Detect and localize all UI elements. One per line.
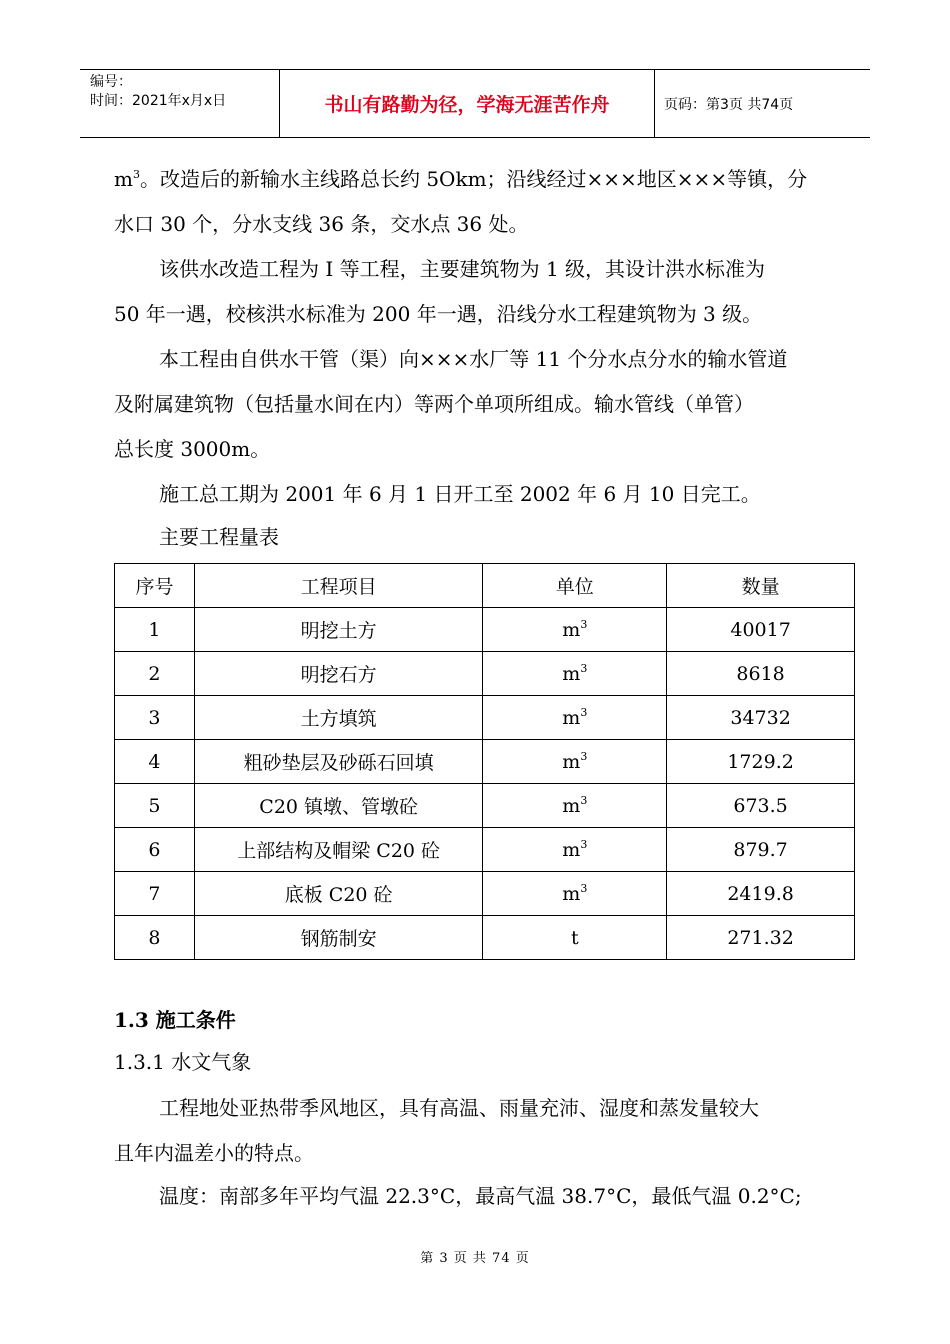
row-quantity: 1729.2 xyxy=(667,740,855,784)
paragraph-5-line-1: 工程地处亚热带季风地区，具有高温、雨量充沛、湿度和蒸发量较大 xyxy=(159,1096,759,1120)
table-header-cell: 工程项目 xyxy=(194,564,483,608)
row-quantity: 40017 xyxy=(667,608,855,652)
row-item: 上部结构及帽梁 C20 砼 xyxy=(194,828,483,872)
paragraph-2-line-2: 50 年一遇，校核洪水标准为 200 年一遇，沿线分水工程建筑物为 3 级。 xyxy=(114,302,763,326)
subsection-heading: 1.3.1 水文气象 xyxy=(114,1050,252,1074)
row-quantity: 271.32 xyxy=(667,916,855,960)
table-row xyxy=(115,652,855,696)
paragraph-4: 施工总工期为 2001 年 6 月 1 日开工至 2002 年 6 月 10 日完工。 xyxy=(159,482,761,506)
table-row xyxy=(115,696,855,740)
table-row xyxy=(115,740,855,784)
row-unit: $m^3$ xyxy=(483,740,667,784)
row-number: 8 xyxy=(115,916,195,960)
row-quantity: 2419.8 xyxy=(667,872,855,916)
row-quantity: 673.5 xyxy=(667,784,855,828)
row-unit: $m^3$ xyxy=(483,696,667,740)
page-footer: 第 3 页 共 74 页 xyxy=(420,1251,530,1266)
row-unit: t xyxy=(483,916,667,960)
table-row xyxy=(115,872,855,916)
paragraph-3-line-2: 及附属建筑物（包括量水间在内）等两个单项所组成。输水管线（单管） xyxy=(114,392,754,416)
row-quantity: 879.7 xyxy=(667,828,855,872)
row-item: 明挖土方 xyxy=(194,608,483,652)
row-number: 7 xyxy=(115,872,195,916)
paragraph-5-line-2: 且年内温差小的特点。 xyxy=(114,1141,314,1165)
paragraph-1-line-1: $m^3$。改造后的新输水主线路总长约 5Okm；沿线经过×××地区×××等镇，分 xyxy=(114,167,808,191)
header-motto: 书山有路勤为径，学海无涯苦作舟 xyxy=(280,70,655,137)
row-item: C20 镇墩、管墩砼 xyxy=(194,784,483,828)
table-header-cell: 数量 xyxy=(667,564,855,608)
section-heading: 1.3 施工条件 xyxy=(114,1008,236,1032)
row-quantity: 8618 xyxy=(667,652,855,696)
serial-label: 编号： xyxy=(90,74,132,90)
quantity-table xyxy=(114,563,855,960)
row-unit: $m^3$ xyxy=(483,608,667,652)
row-number: 6 xyxy=(115,828,195,872)
table-caption: 主要工程量表 xyxy=(159,525,279,549)
table-header-row xyxy=(115,564,855,608)
header-meta xyxy=(80,70,280,137)
row-unit: $m^3$ xyxy=(483,652,667,696)
table-row xyxy=(115,784,855,828)
row-number: 1 xyxy=(115,608,195,652)
time-label: 时间：2021年x月x日 xyxy=(90,93,227,109)
table-row xyxy=(115,916,855,960)
paragraph-1-line-2: 水口 30 个，分水支线 36 条，交水点 36 处。 xyxy=(114,212,529,236)
row-number: 5 xyxy=(115,784,195,828)
row-item: 粗砂垫层及砂砾石回填 xyxy=(194,740,483,784)
row-quantity: 34732 xyxy=(667,696,855,740)
row-number: 2 xyxy=(115,652,195,696)
row-number: 3 xyxy=(115,696,195,740)
row-item: 土方填筑 xyxy=(194,696,483,740)
table-header-cell: 单位 xyxy=(483,564,667,608)
paragraph-3-line-3: 总长度 3000m。 xyxy=(114,437,271,461)
header-page-info: 页码：第3页 共74页 xyxy=(664,96,794,113)
row-item: 钢筋制安 xyxy=(194,916,483,960)
row-item: 明挖石方 xyxy=(194,652,483,696)
row-unit: $m^3$ xyxy=(483,872,667,916)
page-header xyxy=(80,69,870,138)
row-number: 4 xyxy=(115,740,195,784)
table-row xyxy=(115,828,855,872)
table-header-cell: 序号 xyxy=(115,564,195,608)
paragraph-6: 温度：南部多年平均气温 22.3°C，最高气温 38.7°C，最低气温 0.2°C; xyxy=(159,1184,802,1208)
table-row xyxy=(115,608,855,652)
paragraph-2-line-1: 该供水改造工程为 I 等工程，主要建筑物为 1 级，其设计洪水标准为 xyxy=(159,257,766,281)
row-unit: $m^3$ xyxy=(483,828,667,872)
paragraph-3-line-1: 本工程由自供水干管（渠）向×××水厂等 11 个分水点分水的输水管道 xyxy=(159,347,788,371)
row-unit: $m^3$ xyxy=(483,784,667,828)
row-item: 底板 C20 砼 xyxy=(194,872,483,916)
